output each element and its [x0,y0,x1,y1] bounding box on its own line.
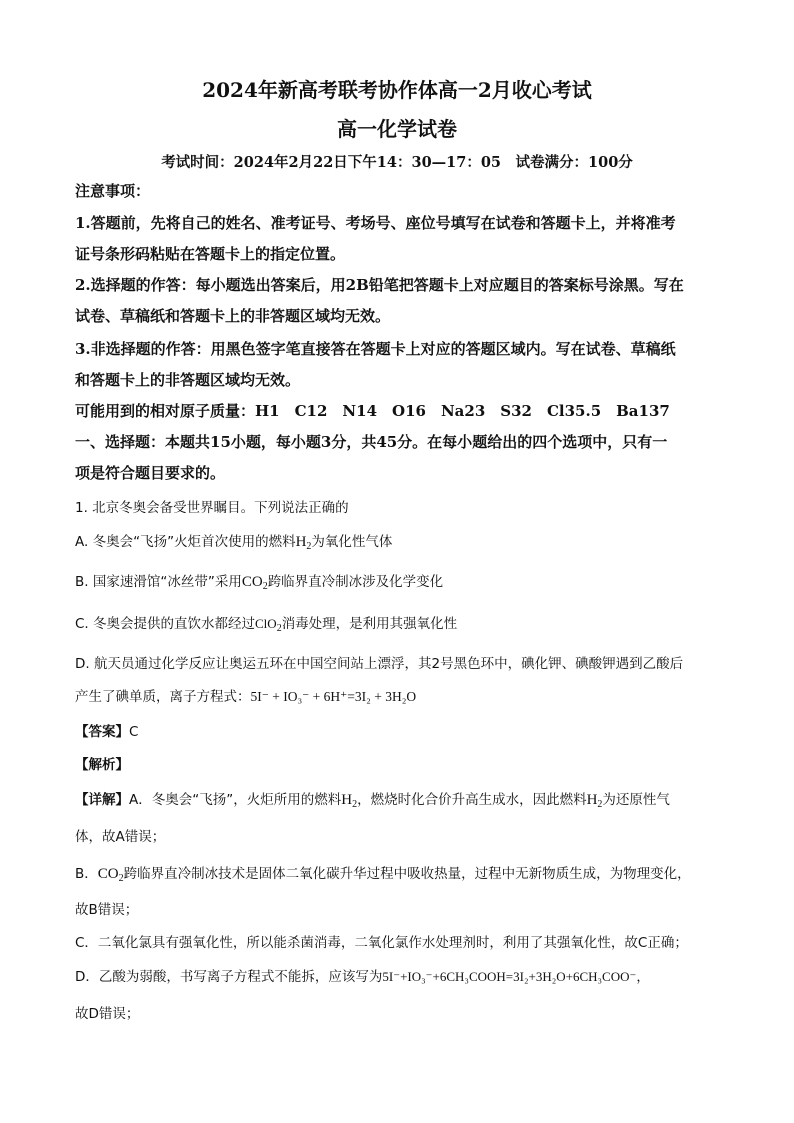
question-1-stem: 1. 北京冬奥会备受世界瞩目。下列说法正确的 [75,500,349,516]
option-d-line-2 [75,685,416,705]
formula-clo2: ClO$_2$ [255,616,282,634]
note-3-line-2: 和答题卡上的非答题区域均无效。 [75,371,301,389]
detail-a-line-1: 【详解】A．冬奥会“飞扬”，火炬所用的燃料$H_2$，燃烧时化合价升高生成水，因此燃料$H_2$为还原性气 [75,792,670,810]
option-c [75,612,457,634]
note-1-line-2: 证号条形码粘贴在答题卡上的指定位置。 [75,245,346,263]
detail-label: 【详解】 [75,792,129,808]
option-d-line-1: D. 航天员通过化学反应让奥运五环在中国空间站上漂浮，其2号黑色环中，碘化钾、碘酸钾遇到乙酸后 [75,656,684,672]
option-a-pre: A. 冬奥会“飞扬”火炬首次使用的燃料 [75,534,296,550]
option-b-post: 跨临界直冷制冰涉及化学变化 [267,574,444,590]
section-1-line-2: 项是符合题目要求的。 [75,464,226,482]
detail-d-line-1: D．乙酸为弱酸，书写离子方程式不能拆，应该写为5I⁻+IO₃⁻+6CH₃COOH=3I₂+3H₂O+6CH₃COO⁻， [75,969,650,985]
note-1-line-1: 1.答题前，先将自己的姓名、准考证号、考场号、座位号填写在试卷和答题卡上，并将准考 [75,214,676,232]
answer-row [75,720,138,740]
formula-h2: $H_2$ [295,534,312,552]
detail-b-line-2: 故B错误； [75,902,139,918]
equation-1: 5I⁻ + IO₃⁻ + 6H⁺=3I₂ + 3H₂O [250,689,417,704]
option-d-line-2-pre: 产生了碘单质，离子方程式： [75,689,251,705]
option-b-pre: B. 国家速滑馆“冰丝带”采用 [75,574,242,590]
option-c-pre: C. 冬奥会提供的直饮水都经过 [75,616,256,632]
detail-d-line-2: 故D错误； [75,1006,140,1022]
atomic-masses: 可能用到的相对原子质量：H1 C12 N14 O16 Na23 S32 Cl35.5 Ba137 [75,402,670,420]
detail-b-line-1: B．$CO_2$跨临界直冷制冰技术是固体二氧化碳升华过程中吸收热量，过程中无新物质生成，为物理变化， [75,866,691,884]
notes-heading: 注意事项： [75,182,151,200]
option-a [75,530,392,552]
detail-c: C．二氧化氯具有强氧化性，所以能杀菌消毒，二氧化氯作水处理剂时，利用了其强氧化性，故C正确； [75,935,688,951]
exam-subtitle: 高一化学试卷 [337,117,457,141]
equation-2: 5I⁻+IO₃⁻+6CH₃COOH=3I₂+3H₂O+6CH₃COO⁻， [382,969,650,984]
option-c-post: 消毒处理，是利用其强氧化性 [281,616,458,632]
formula-h2-detail: $H_2$ [341,792,358,810]
option-a-post: 为氧化性气体 [311,534,393,550]
note-3-line-1: 3.非选择题的作答：用黑色签字笔直接答在答题卡上对应的答题区域内。写在试卷、草稿纸 [75,340,676,358]
answer-value: C [129,724,139,740]
option-b [75,570,443,592]
analysis-label: 【解析】 [75,757,129,773]
exam-meta: 考试时间：2024年2月22日下午14：30—17：05 试卷满分：100分 [161,154,633,171]
formula-co2: $CO_2$ [241,574,268,592]
detail-a-line-2: 体，故A错误； [75,829,166,845]
formula-co2-detail: $CO_2$ [97,866,124,884]
answer-label: 【答案】 [75,724,129,740]
formula-h2-detail-2: $H_2$ [586,792,603,810]
exam-title: 2024年新高考联考协作体高一2月收心考试 [202,78,592,102]
note-2-line-1: 2.选择题的作答：每小题选出答案后，用2B铅笔把答题卡上对应题目的答案标号涂黑。写在 [75,276,684,294]
note-2-line-2: 试卷、草稿纸和答题卡上的非答题区域均无效。 [75,307,391,325]
section-1-line-1: 一、选择题：本题共15小题，每小题3分，共45分。在每小题给出的四个选项中，只有一 [75,433,668,451]
